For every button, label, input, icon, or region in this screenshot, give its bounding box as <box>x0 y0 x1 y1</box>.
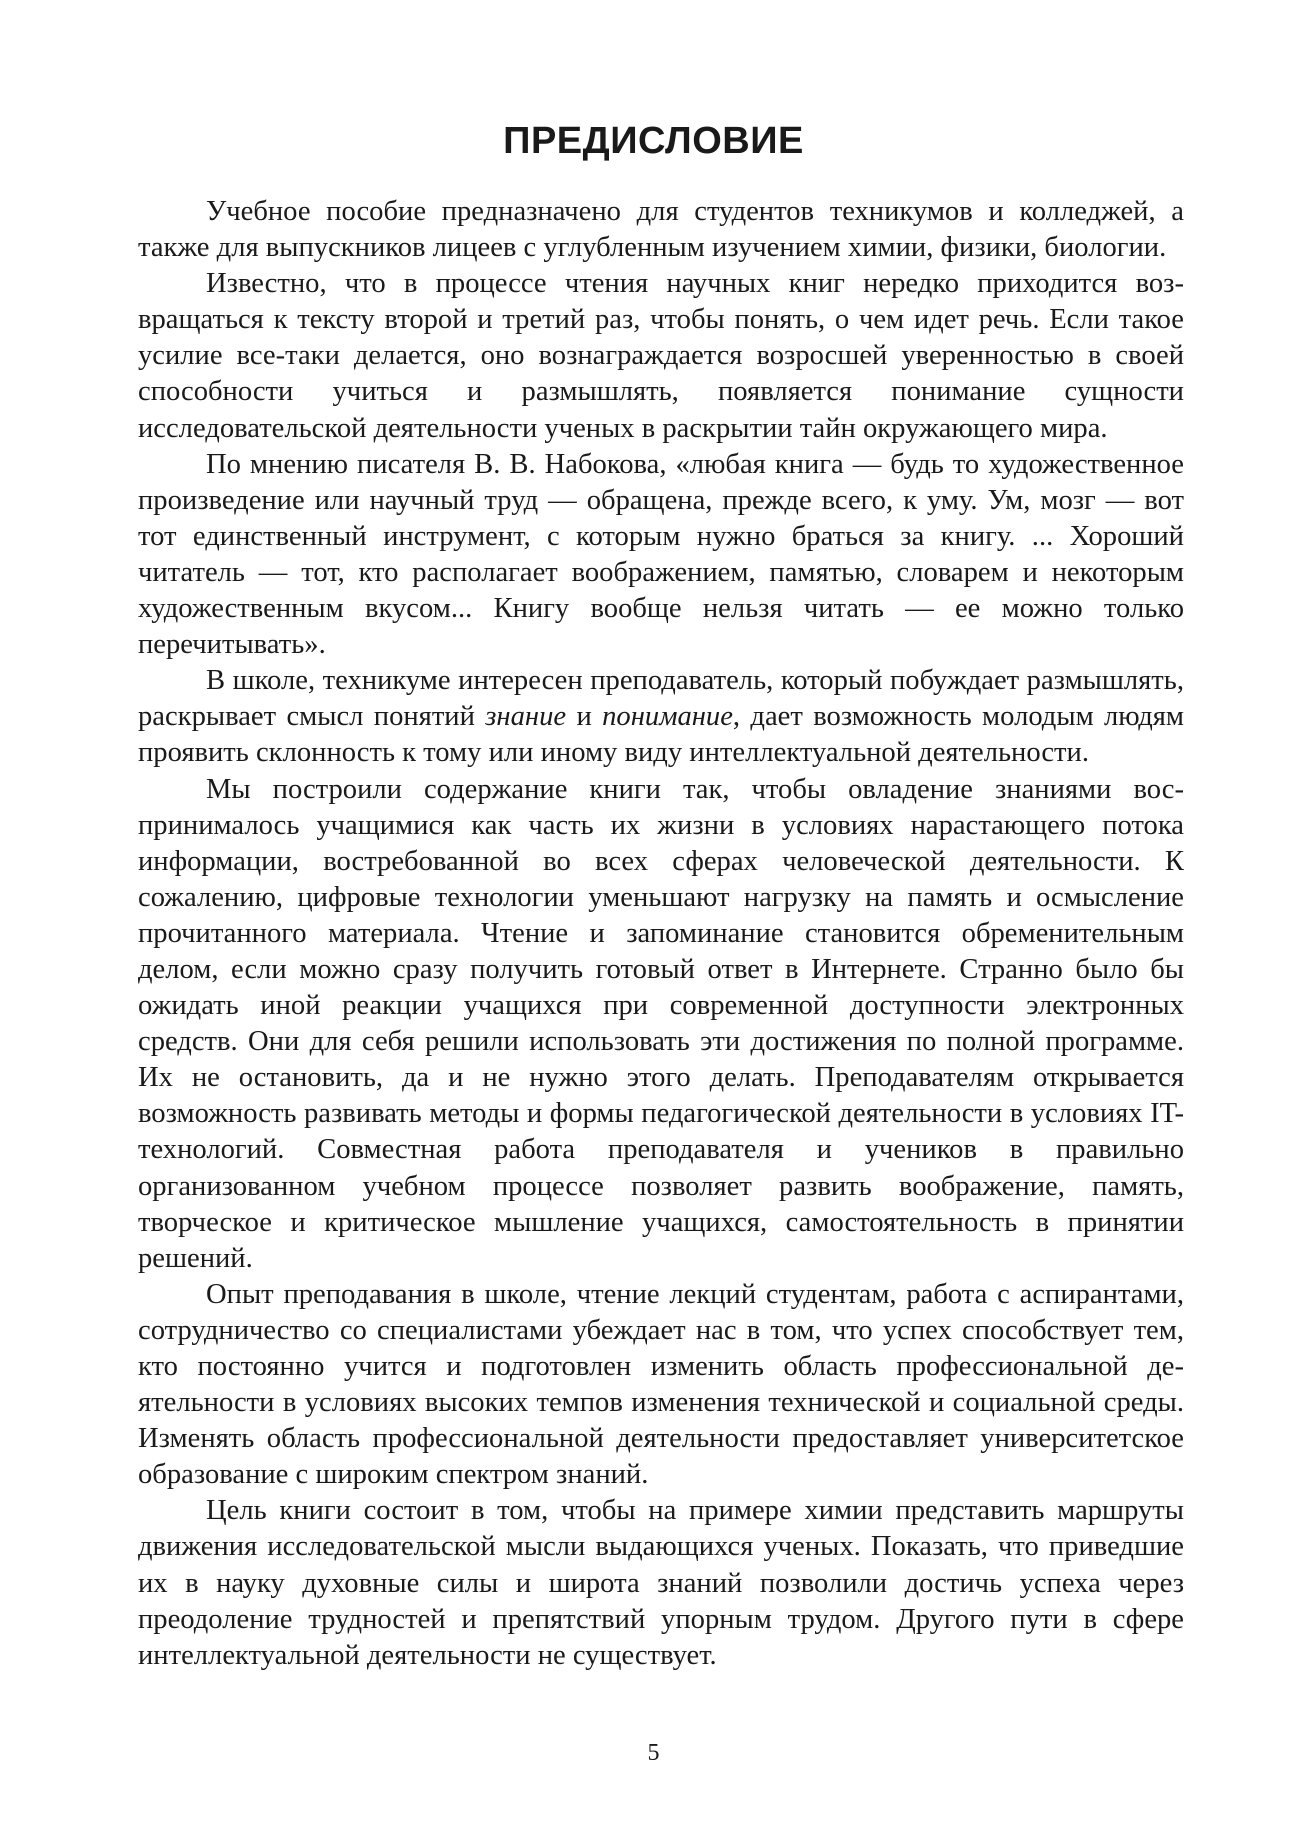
paragraph-6: Опыт преподавания в школе, чтение лекций студентам, работа с аспирантами, сотрудничество со специалистами убеждает нас в том, что успех способствует тем, кто постоянно учится и подготовлен изменить область профессиональной деятельности в условиях высоких темпов изменения технической и социальной среды. Изменять область профессиональной деятельности предоставляет университетское образование с широким спектром знаний. <box>138 1278 1184 1491</box>
page-title: ПРЕДИСЛОВИЕ <box>503 120 804 162</box>
page-number: 5 <box>647 1740 660 1766</box>
paragraph-5: Мы построили содержание книги так, чтобы овладение знаниями воспринималось учащимися как часть их жизни в условиях нарастающего потока информации, востребованной во всех сферах человеческой деятельности. К сожалению, цифровые технологии уменьшают нагрузку на память и осмысление прочитанного материала. Чтение и запоминание становится обременительным делом, если можно сразу получить готовый ответ в Интернете. Странно было бы ожидать иной реакции учащихся при современной доступности электронных средств. Они для себя решили использовать эти достижения по полной программе. Их не остановить, да и не нужно этого делать. Преподавателям открывается возможность развивать методы и формы педагогической деятельности в условиях IT-технологий. Совместная работа преподавателя и учеников в правильно организованном учебном процессе позволяет развить воображение, память, творческое и критическое мышление учащихся, самостоятельность в принятии решений. <box>138 773 1184 1274</box>
paragraph-7: Цель книги состоит в том, чтобы на примере химии представить маршруты движения исследовательской мысли выдающихся ученых. Показать, что приведшие их в науку духовные силы и широта знаний позволили достичь успеха через преодоление трудностей и препятствий упорным трудом. Другого пути в сфере интеллектуальной деятельности не существует. <box>138 1495 1184 1671</box>
paragraph-4-text-end: , дает возможность молодым людям проявить склонность к тому или иному виду интеллектуальной деятельности. <box>138 701 1184 769</box>
body-text <box>138 194 1184 1674</box>
paragraph-4-conjunction: и <box>566 701 603 733</box>
paragraph-4 <box>138 663 1184 771</box>
paragraph-2: Известно, что в процессе чтения научных книг нередко приходится возвращаться к тексту второй и третий раз, чтобы понять, о чем идет речь. Если такое усилие все-таки делается, оно вознаграждается возросшей уверенностью в своей способности учиться и размышлять, появляется понимание сущности исследовательской деятельности ученых в раскрытии тайн окружающего мира. <box>138 268 1184 444</box>
paragraph-1: Учебное пособие предназначено для студентов техникумов и колледжей, а также для выпускников лицеев с углубленным изучением химии, физики, биологии. <box>138 196 1184 264</box>
paragraph-3: По мнению писателя В. В. Набокова, «любая книга — будь то художественное произведение или научный труд — обращена, прежде всего, к уму. Ум, мозг — вот тот единственный инструмент, с которым нужно браться за книгу. ... Хороший читатель — тот, кто располагает воображением, памятью, словарем и некоторым художественным вкусом... Книгу вообще нельзя читать — ее можно только перечитывать». <box>138 448 1184 661</box>
term-knowledge: знание <box>485 701 567 733</box>
paragraph-4-text-start: В школе, техникуме интересен преподаватель, который побуждает размышлять, раскрывает смысл понятий <box>138 665 1184 733</box>
term-understanding: понимание <box>602 701 733 733</box>
